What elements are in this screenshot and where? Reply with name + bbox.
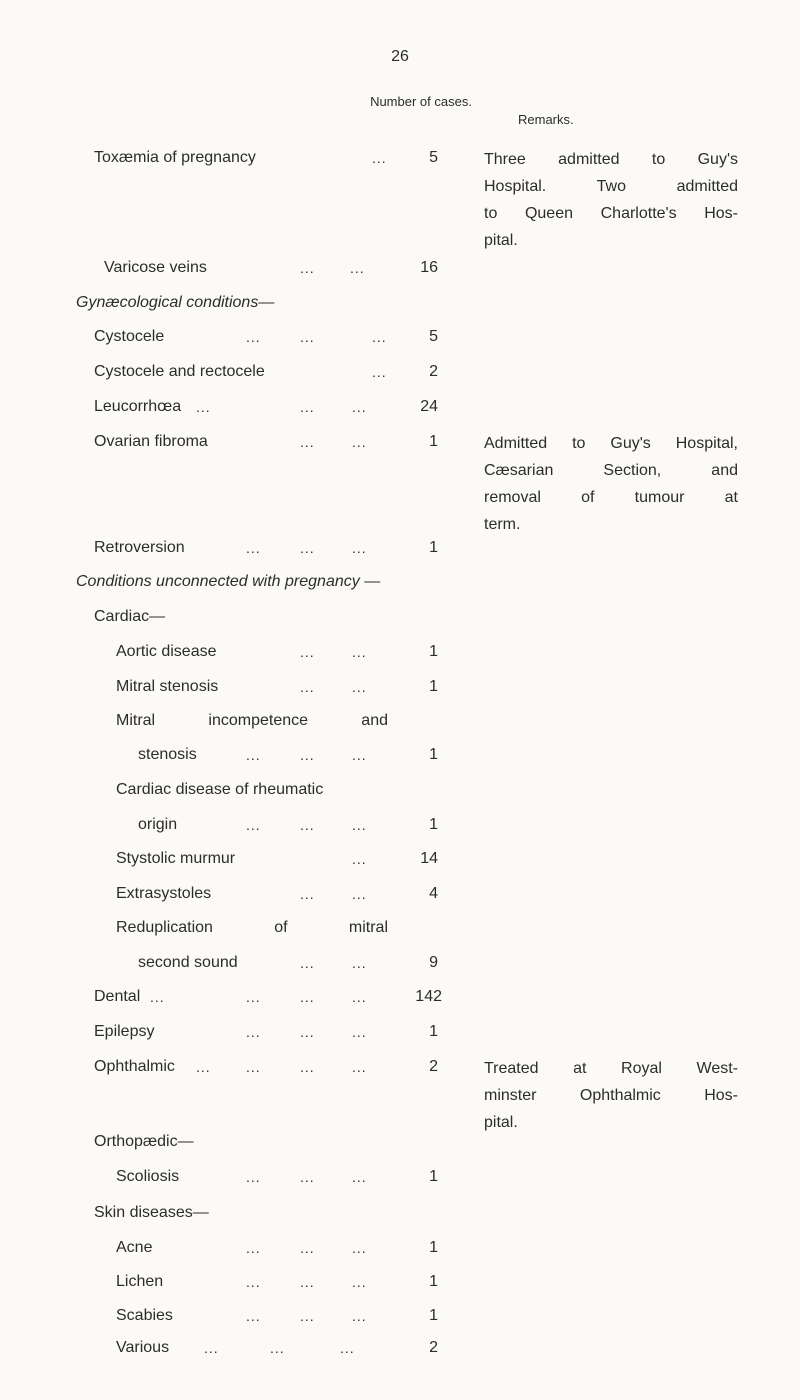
- dot-leader: ...: [372, 329, 387, 345]
- remark-line: minster Ophthalmic Hos-: [484, 1087, 738, 1104]
- table-row-rheumatic-cont: [0, 811, 800, 839]
- table-row-scoliosis: [0, 1163, 800, 1191]
- row-value: 1: [429, 643, 438, 660]
- row-value: 142: [415, 988, 442, 1005]
- dot-leader: ...: [352, 1059, 367, 1075]
- dot-leader: ...: [300, 399, 315, 415]
- dot-leader: ...: [352, 399, 367, 415]
- dot-leader: ...: [300, 329, 315, 345]
- row-value: 1: [429, 1168, 438, 1185]
- dot-leader: ...: [300, 679, 315, 695]
- dot-leader: ...: [150, 989, 165, 1005]
- dot-leader: ...: [352, 644, 367, 660]
- dot-leader: ...: [300, 540, 315, 556]
- dot-leader: ...: [300, 1308, 315, 1324]
- row-label: Aortic disease: [116, 643, 217, 660]
- table-row-mitral-incompetence-cont: [0, 741, 800, 769]
- table-row-epilepsy: [0, 1018, 800, 1046]
- dot-leader: ...: [300, 955, 315, 971]
- row-label: second sound: [138, 954, 238, 971]
- row-value: 1: [429, 678, 438, 695]
- row-value: 2: [429, 1339, 438, 1356]
- dot-leader: ...: [196, 1059, 211, 1075]
- row-value: 1: [429, 539, 438, 556]
- dot-leader: ...: [300, 1169, 315, 1185]
- table-row-extrasystoles: [0, 880, 800, 908]
- dot-leader: ...: [246, 1274, 261, 1290]
- dot-leader: ...: [300, 1274, 315, 1290]
- dot-leader: ...: [352, 1169, 367, 1185]
- table-row-cystocele-rectocele: [0, 358, 800, 386]
- table-row-reduplication: [116, 914, 388, 942]
- row-value: 4: [429, 885, 438, 902]
- row-value: 1: [429, 746, 438, 763]
- dot-leader: ...: [352, 1240, 367, 1256]
- dot-leader: ...: [352, 817, 367, 833]
- number-of-cases-header: Number of cases.: [370, 94, 472, 109]
- dot-leader: ...: [246, 989, 261, 1005]
- row-value: 1: [429, 1239, 438, 1256]
- row-value: 5: [429, 149, 438, 166]
- dot-leader: ...: [300, 644, 315, 660]
- dot-leader: ...: [340, 1340, 355, 1356]
- remark-line: pital.: [484, 232, 518, 249]
- row-label: origin: [138, 816, 178, 833]
- dot-leader: ...: [300, 434, 315, 450]
- row-label: Mitral stenosis: [116, 678, 219, 695]
- row-value: 5: [429, 328, 438, 345]
- table-row-leucorrhoea: [0, 393, 800, 421]
- row-label: Ovarian fibroma: [94, 433, 208, 450]
- dot-leader: ...: [350, 260, 365, 276]
- dot-leader: ...: [352, 886, 367, 902]
- row-label: Toxæmia of pregnancy: [94, 149, 256, 166]
- dot-leader: ...: [300, 260, 315, 276]
- dot-leader: ...: [352, 851, 367, 867]
- dot-leader: ...: [300, 817, 315, 833]
- remark-ophthalmic: [484, 1055, 738, 1136]
- subheading-cardiac: Cardiac—: [94, 608, 166, 625]
- remark-line: Admitted to Guy's Hospital,: [484, 435, 738, 452]
- dot-leader: ...: [300, 1024, 315, 1040]
- dot-leader: ...: [246, 1308, 261, 1324]
- dot-leader: ...: [352, 989, 367, 1005]
- row-label: Leucorrhœa: [94, 398, 182, 415]
- dot-leader: ...: [352, 540, 367, 556]
- row-label: Extrasystoles: [116, 885, 212, 902]
- remark-toxaemia: [484, 146, 738, 254]
- table-row-mitral-stenosis: [0, 673, 800, 701]
- table-row-cystocele: [0, 323, 800, 351]
- dot-leader: ...: [204, 1340, 219, 1356]
- dot-leader: ...: [352, 955, 367, 971]
- row-label: Epilepsy: [94, 1023, 155, 1040]
- row-value: 2: [429, 1058, 438, 1075]
- row-value: 1: [429, 1023, 438, 1040]
- row-value: 24: [420, 398, 438, 415]
- row-label: Various: [116, 1339, 170, 1356]
- table-row-mitral-incompetence: [116, 707, 388, 735]
- dot-leader: ...: [300, 1240, 315, 1256]
- row-label: Cystocele and rectocele: [94, 363, 265, 380]
- dot-leader: ...: [352, 1274, 367, 1290]
- subheading-skin-diseases: Skin diseases—: [94, 1204, 209, 1221]
- row-value: 1: [429, 816, 438, 833]
- row-label: Mitral incompetence and: [116, 712, 388, 729]
- table-row-reduplication-cont: [0, 949, 800, 977]
- dot-leader: ...: [352, 1308, 367, 1324]
- row-label: Cardiac disease of rheumatic: [116, 781, 324, 798]
- row-value: 9: [429, 954, 438, 971]
- table-row-scabies: [0, 1302, 800, 1330]
- dot-leader: ...: [352, 434, 367, 450]
- dot-leader: ...: [372, 150, 387, 166]
- table-row-systolic: [0, 845, 800, 873]
- remark-line: to Queen Charlotte's Hos-: [484, 205, 738, 222]
- dot-leader: ...: [300, 886, 315, 902]
- table-row-retroversion: [0, 534, 800, 562]
- row-value: 1: [429, 1307, 438, 1324]
- table-row-lichen: [0, 1268, 800, 1296]
- row-label: Acne: [116, 1239, 153, 1256]
- dot-leader: ...: [300, 989, 315, 1005]
- dot-leader: ...: [246, 540, 261, 556]
- dot-leader: ...: [372, 364, 387, 380]
- remark-ovarian: [484, 430, 738, 538]
- row-label: Retroversion: [94, 539, 185, 556]
- row-label: Varicose veins: [104, 259, 207, 276]
- remark-line: Hospital. Two admitted: [484, 178, 738, 195]
- dot-leader: ...: [300, 1059, 315, 1075]
- dot-leader: ...: [246, 1024, 261, 1040]
- table-row-aortic: [0, 638, 800, 666]
- dot-leader: ...: [300, 747, 315, 763]
- row-value: 1: [429, 433, 438, 450]
- subheading-orthopaedic: Orthopædic—: [94, 1133, 194, 1150]
- remark-line: pital.: [484, 1114, 518, 1131]
- table-row-acne: [0, 1234, 800, 1262]
- row-value: 2: [429, 363, 438, 380]
- table-row-rheumatic: [116, 776, 416, 804]
- remark-line: Treated at Royal West-: [484, 1060, 738, 1077]
- section-heading-gynaecological: Gynæcological conditions—: [76, 294, 275, 311]
- table-row-dental: [0, 983, 800, 1011]
- row-label: Ophthalmic: [94, 1058, 175, 1075]
- dot-leader: ...: [246, 1240, 261, 1256]
- dot-leader: ...: [352, 1024, 367, 1040]
- row-label: Stystolic murmur: [116, 850, 236, 867]
- row-label: Scoliosis: [116, 1168, 180, 1185]
- page-number: 26: [391, 48, 409, 65]
- remark-line: removal of tumour at: [484, 489, 738, 506]
- remarks-header: Remarks.: [518, 112, 574, 127]
- row-label: Cystocele: [94, 328, 165, 345]
- remark-line: term.: [484, 516, 521, 533]
- dot-leader: ...: [246, 747, 261, 763]
- dot-leader: ...: [246, 329, 261, 345]
- dot-leader: ...: [352, 679, 367, 695]
- dot-leader: ...: [246, 817, 261, 833]
- table-row-varicose: [0, 254, 800, 282]
- dot-leader: ...: [246, 1059, 261, 1075]
- dot-leader: ...: [352, 747, 367, 763]
- dot-leader: ...: [270, 1340, 285, 1356]
- row-label: Scabies: [116, 1307, 173, 1324]
- row-label: Lichen: [116, 1273, 164, 1290]
- remark-line: Cæsarian Section, and: [484, 462, 738, 479]
- section-heading-unconnected: Conditions unconnected with pregnancy —: [76, 573, 381, 590]
- row-value: 16: [420, 259, 438, 276]
- row-label: Reduplication of mitral: [116, 919, 388, 936]
- row-value: 1: [429, 1273, 438, 1290]
- table-row-various: [0, 1334, 800, 1362]
- row-value: 14: [420, 850, 438, 867]
- row-label: stenosis: [138, 746, 197, 763]
- dot-leader: ...: [196, 399, 211, 415]
- row-label: Dental: [94, 988, 141, 1005]
- dot-leader: ...: [246, 1169, 261, 1185]
- remark-line: Three admitted to Guy's: [484, 151, 738, 168]
